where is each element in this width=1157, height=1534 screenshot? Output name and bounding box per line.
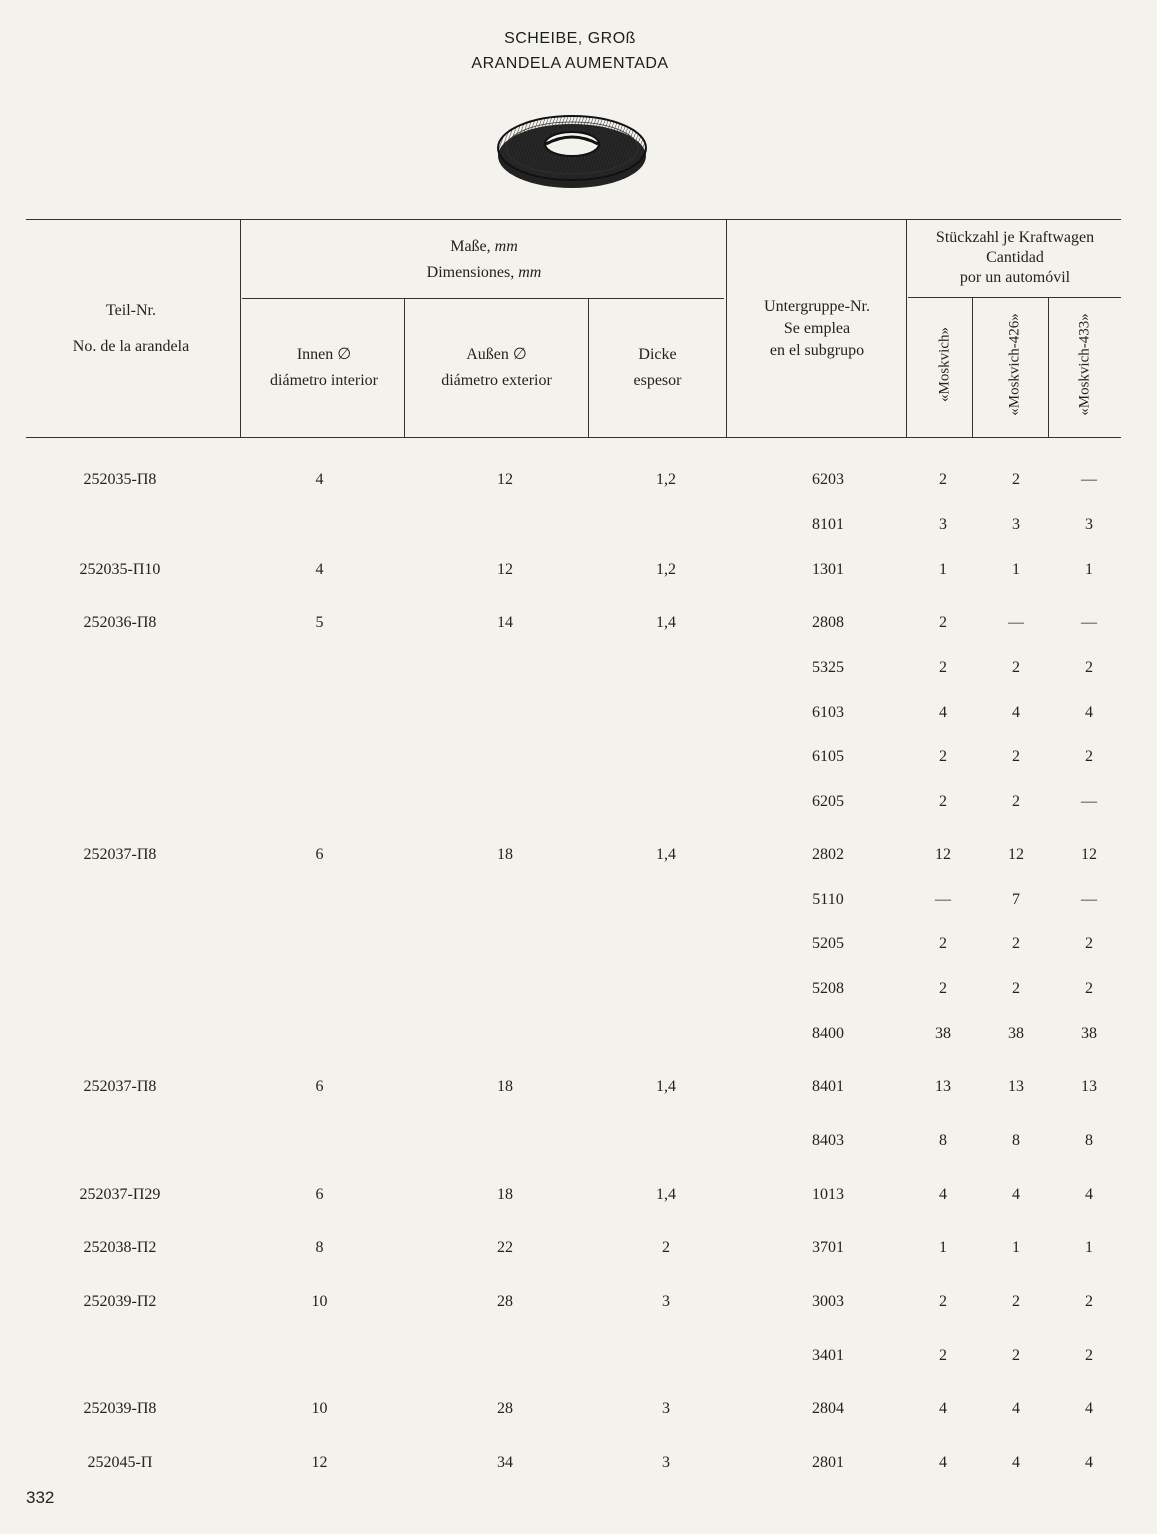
col-divider-model2 — [1048, 298, 1049, 437]
cell-part: 252045-П — [87, 1454, 153, 1471]
cell-q3: 12 — [1081, 846, 1097, 863]
cell-outer: 12 — [497, 471, 513, 488]
cell-subgroup: 6105 — [812, 748, 844, 765]
cell-q2: 2 — [1012, 1347, 1020, 1364]
header-quantity-de: Stückzahl je Kraftwagen — [935, 229, 1095, 246]
header-subgroup-es-1: Se emplea — [783, 320, 851, 337]
cell-inner: 10 — [311, 1293, 328, 1310]
header-inner-diameter — [244, 344, 404, 392]
cell-q2: 2 — [1012, 1293, 1020, 1310]
header-inner-es: diámetro interior — [270, 372, 378, 389]
cell-thick: 2 — [662, 1239, 670, 1256]
cell-q3: 4 — [1085, 1400, 1093, 1417]
cell-q1: 2 — [939, 793, 947, 810]
cell-q2: 3 — [1012, 516, 1020, 533]
cell-subgroup: 5205 — [812, 935, 844, 952]
cell-inner: 4 — [315, 471, 324, 488]
cell-thick: 1,4 — [656, 1186, 676, 1203]
col-divider-part — [240, 220, 241, 437]
cell-q2: 1 — [1012, 561, 1020, 578]
cell-q2: 2 — [1012, 471, 1020, 488]
cell-subgroup: 5208 — [812, 980, 844, 997]
cell-outer: 18 — [497, 1078, 513, 1095]
cell-q3: 4 — [1085, 704, 1093, 721]
cell-q2: 4 — [1012, 1454, 1020, 1471]
header-subgroup-de: Untergruppe-Nr. — [764, 298, 870, 315]
header-outer-diameter — [405, 344, 588, 392]
cell-subgroup: 8401 — [812, 1078, 844, 1095]
cell-part: 252037-П8 — [83, 846, 157, 863]
header-subgroup-es-2: en el subgrupo — [769, 342, 865, 359]
cell-q2: 4 — [1012, 704, 1020, 721]
header-dimensions — [244, 236, 724, 284]
cell-part: 252035-П8 — [83, 471, 157, 488]
cell-thick: 1,4 — [656, 1078, 676, 1095]
cell-outer: 18 — [497, 1186, 513, 1203]
cell-subgroup: 8101 — [812, 516, 844, 533]
cell-q3: 2 — [1085, 935, 1093, 952]
cell-thick: 1,4 — [656, 846, 676, 863]
cell-subgroup: 2802 — [812, 846, 844, 863]
cell-q1: 2 — [939, 980, 947, 997]
cell-inner: 5 — [315, 614, 324, 631]
cell-outer: 28 — [497, 1293, 513, 1310]
cell-inner: 10 — [311, 1400, 328, 1417]
cell-q1: 8 — [939, 1132, 947, 1149]
cell-outer: 28 — [497, 1400, 513, 1417]
cell-q1: — — [935, 891, 951, 908]
cell-q3: 4 — [1085, 1186, 1093, 1203]
cell-q2: — — [1008, 614, 1024, 631]
header-subgroup — [727, 296, 907, 362]
title-german: SCHEIBE, GROß — [504, 30, 636, 47]
header-outer-es: diámetro exterior — [441, 372, 552, 389]
cell-q2: 2 — [1012, 793, 1020, 810]
cell-subgroup: 8403 — [812, 1132, 844, 1149]
cell-inner: 8 — [315, 1239, 324, 1256]
cell-q3: 2 — [1085, 980, 1093, 997]
cell-subgroup: 3401 — [812, 1347, 844, 1364]
cell-q2: 4 — [1012, 1186, 1020, 1203]
qty-subheader-rule — [908, 297, 1121, 298]
header-outer-de: Außen ∅ — [466, 346, 527, 363]
cell-q3: 1 — [1085, 1239, 1093, 1256]
cell-q3: 3 — [1085, 516, 1093, 533]
cell-thick: 1,2 — [656, 561, 676, 578]
cell-q3: — — [1081, 614, 1097, 631]
cell-q3: 2 — [1085, 659, 1093, 676]
cell-q1: 1 — [939, 1239, 947, 1256]
cell-q1: 1 — [939, 561, 947, 578]
cell-q3: — — [1081, 891, 1097, 908]
col-divider-model1 — [972, 298, 973, 437]
cell-q1: 3 — [939, 516, 947, 533]
cell-subgroup: 5110 — [812, 891, 844, 908]
cell-thick: 3 — [662, 1293, 670, 1310]
page-number: 332 — [26, 1488, 55, 1507]
cell-thick: 3 — [662, 1454, 670, 1471]
header-model-moskvich: «Moskvich» — [936, 327, 953, 402]
cell-q1: 4 — [939, 704, 947, 721]
cell-q3: — — [1081, 793, 1097, 810]
header-part-no — [26, 300, 236, 358]
cell-inner: 6 — [315, 1186, 324, 1203]
cell-q1: 2 — [939, 1293, 947, 1310]
cell-q3: 2 — [1085, 748, 1093, 765]
cell-q1: 4 — [939, 1186, 947, 1203]
header-thickness-es: espesor — [633, 372, 682, 389]
header-quantity-es-1: Cantidad — [986, 249, 1044, 266]
cell-part: 252038-П2 — [83, 1239, 157, 1256]
header-model-moskvich-426: «Moskvich-426» — [1006, 313, 1023, 416]
cell-q1: 2 — [939, 659, 947, 676]
cell-outer: 14 — [497, 614, 513, 631]
header-thickness — [589, 344, 726, 392]
cell-q3: 8 — [1085, 1132, 1093, 1149]
header-quantity — [906, 228, 1124, 288]
cell-q1: 2 — [939, 748, 947, 765]
cell-outer: 12 — [497, 561, 513, 578]
cell-subgroup: 1301 — [812, 561, 844, 578]
title-spanish: ARANDELA AUMENTADA — [471, 55, 669, 72]
header-quantity-es-2: por un automóvil — [959, 269, 1071, 286]
cell-subgroup: 2808 — [812, 614, 844, 631]
washer-illustration — [494, 100, 650, 196]
cell-q1: 12 — [935, 846, 951, 863]
header-thickness-de: Dicke — [638, 346, 677, 363]
header-part-no-es: No. de la arandela — [72, 338, 190, 355]
cell-outer: 18 — [497, 846, 513, 863]
cell-q1: 13 — [935, 1078, 951, 1095]
cell-inner: 4 — [315, 561, 324, 578]
cell-outer: 34 — [497, 1454, 513, 1471]
cell-q1: 2 — [939, 471, 947, 488]
cell-q1: 2 — [939, 935, 947, 952]
cell-part: 252035-П10 — [79, 561, 161, 578]
cell-inner: 6 — [315, 846, 324, 863]
cell-subgroup: 5325 — [812, 659, 844, 676]
cell-q3: 1 — [1085, 561, 1093, 578]
cell-part: 252037-П8 — [83, 1078, 157, 1095]
cell-q2: 8 — [1012, 1132, 1020, 1149]
cell-q1: 2 — [939, 614, 947, 631]
cell-q2: 38 — [1008, 1025, 1024, 1042]
cell-q2: 2 — [1012, 659, 1020, 676]
cell-q2: 13 — [1008, 1078, 1024, 1095]
cell-outer: 22 — [497, 1239, 513, 1256]
header-bottom-rule — [26, 437, 1121, 438]
cell-q2: 7 — [1012, 891, 1020, 908]
cell-inner: 12 — [311, 1454, 328, 1471]
cell-q2: 2 — [1012, 935, 1020, 952]
cell-q3: 2 — [1085, 1347, 1093, 1364]
cell-q3: — — [1081, 471, 1097, 488]
cell-subgroup: 3003 — [812, 1293, 844, 1310]
cell-q2: 12 — [1008, 846, 1024, 863]
cell-subgroup: 6203 — [812, 471, 844, 488]
header-model-moskvich-433: «Moskvich-433» — [1076, 313, 1093, 416]
cell-part: 252037-П29 — [79, 1186, 161, 1203]
cell-q3: 2 — [1085, 1293, 1093, 1310]
cell-subgroup: 6205 — [812, 793, 844, 810]
cell-q3: 38 — [1081, 1025, 1097, 1042]
cell-subgroup: 6103 — [812, 704, 844, 721]
cell-part: 252039-П8 — [83, 1400, 157, 1417]
cell-q3: 4 — [1085, 1454, 1093, 1471]
cell-part: 252036-П8 — [83, 614, 157, 631]
dims-subheader-rule — [242, 298, 724, 299]
cell-inner: 6 — [315, 1078, 324, 1095]
cell-q2: 4 — [1012, 1400, 1020, 1417]
cell-subgroup: 8400 — [812, 1025, 844, 1042]
cell-q1: 2 — [939, 1347, 947, 1364]
header-part-no-de: Teil-Nr. — [106, 302, 156, 319]
cell-thick: 1,2 — [656, 471, 676, 488]
cell-subgroup: 3701 — [812, 1239, 844, 1256]
table-top-rule — [26, 219, 1121, 220]
header-inner-de: Innen ∅ — [296, 346, 352, 363]
cell-thick: 3 — [662, 1400, 670, 1417]
cell-subgroup: 2804 — [812, 1400, 844, 1417]
cell-q3: 13 — [1081, 1078, 1097, 1095]
cell-subgroup: 2801 — [812, 1454, 844, 1471]
header-dimensions-es: Dimensiones, mm — [426, 264, 542, 281]
cell-q1: 4 — [939, 1400, 947, 1417]
cell-q2: 1 — [1012, 1239, 1020, 1256]
header-dimensions-de: Maße, mm — [450, 238, 518, 255]
cell-q2: 2 — [1012, 748, 1020, 765]
cell-q2: 2 — [1012, 980, 1020, 997]
cell-subgroup: 1013 — [812, 1186, 844, 1203]
cell-part: 252039-П2 — [83, 1293, 157, 1310]
cell-q1: 38 — [935, 1025, 951, 1042]
cell-q1: 4 — [939, 1454, 947, 1471]
cell-thick: 1,4 — [656, 614, 676, 631]
